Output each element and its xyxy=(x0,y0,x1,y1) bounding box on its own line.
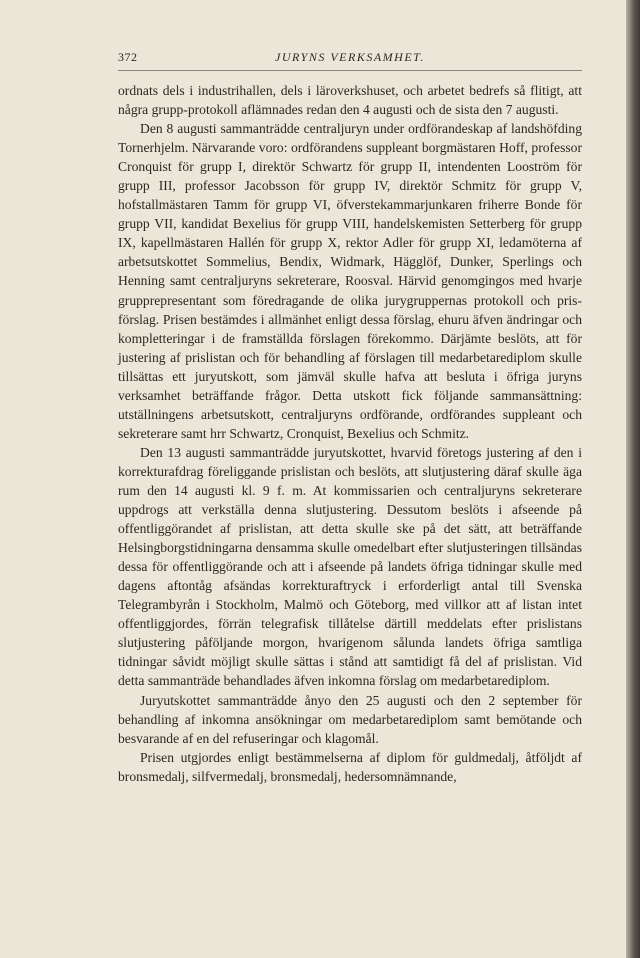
page-edge-shadow xyxy=(626,0,640,958)
header-rule xyxy=(118,70,582,71)
paragraph: Den 13 augusti sammanträdde juryutskottet, hvarvid företogs justering af den i korrekturafdrag föreliggande prislistan och beslöts, att slutjustering däraf skulle äga rum den 14 augusti kl. 9 f. m. At kommissarien och centraljuryns sekreterare uppdrogs att verkställa denna slutjustering. Dessutom beslöts i afseende på offentliggörandet af prislistan, att detta skulle ske på det sätt, att beträffande Helsingborgstidningarna densamma skulle omedelbart efter slutjusteringen tillsändas dessa för offentliggörande och att i afseende på landets öfriga tidningar skulle med dagens aftontåg afsändas korrekturaftryck i erforderligt antal till Svenska Telegrambyrån i Stockholm, Malmö och Göteborg, med villkor att af listan intet offentliggjordes, förrän telegrafisk tillåtelse därtill meddelats efter prislistans slutjustering påföljande morgon, hvarigenom sålunda landets öfriga samtliga tidningar såvidt möjligt skulle sättas i stånd att samtidigt få del af prislistan. Vid detta sammanträde behandlades äfven inkomna förslag om medarbetarediplom. xyxy=(118,444,582,689)
page-header xyxy=(118,50,582,70)
paragraph: ordnats dels i industrihallen, dels i läroverkshuset, och arbetet bedrefs så flitigt, att några grupp-protokoll aflämnades redan den 4 augusti och de sista den 7 augusti. xyxy=(118,83,582,118)
paragraph: Prisen utgjordes enligt bestämmelserna af diplom för guldmedalj, åtföljdt af bronsmedalj, silfvermedalj, bronsmedalj, hedersomnämnande, xyxy=(118,749,582,784)
body-text xyxy=(118,81,582,786)
running-head: JURYNS VERKSAMHET. xyxy=(275,50,425,64)
paragraph: Juryutskottet sammanträdde ånyo den 25 augusti och den 2 september för behandling af inkomna ansökningar om medarbetarediplom samt bemötande och besvarande af en del refuseringar och klagomål. xyxy=(118,692,582,746)
paragraph: Den 8 augusti sammanträdde centraljuryn under ordförandeskap af landshöfding Tornerhjelm. Närvarande voro: ordförandens suppleant borgmästaren Hoff, professor Cronquist för grupp I, direktör Schwartz för grupp II, intendenten Looström för grupp III, professor Jacobsson för grupp IV, direktör Schmitz för grupp V, hofstallmästaren Tamm för grupp VI, öfverstekammarjunkaren friherre Bonde för grupp VII, kandidat Bexelius för grupp VIII, handelskemisten Setterberg för grupp IX, kapellmästaren Hallén för grupp X, rektor Adler för grupp XI, ledamöterna af arbetsutskottet Sommelius, Bendix, Widmark, Hägglöf, Dunker, Sperlings och Henning samt centraljuryns sekreterare, Roosval. Härvid genomgingos med hvarje grupprepresentant som föredragande de olika jurygruppernas protokoll och prisförslag. Prisen bestämdes i allmänhet enligt dessa förslag, ehuru äfven ändringar och kompletteringar i de framställda förslagen förekommo. Därjämte beslöts, att för justering af prislistan och för behandling af förslagen till medarbetarediplom skulle tillsättas ett juryutskott, som jämväl skulle hafva att besluta i öfriga juryns verksamhet beträffande frågor. Detta utskott fick följande sammansättning: utställningens arbetsutskott, centraljuryns ordförande, ordförandes suppleant och sekreterare samt hrr Schwartz, Cronquist, Bexelius och Schmitz. xyxy=(118,121,582,441)
page-number: 372 xyxy=(118,50,138,64)
